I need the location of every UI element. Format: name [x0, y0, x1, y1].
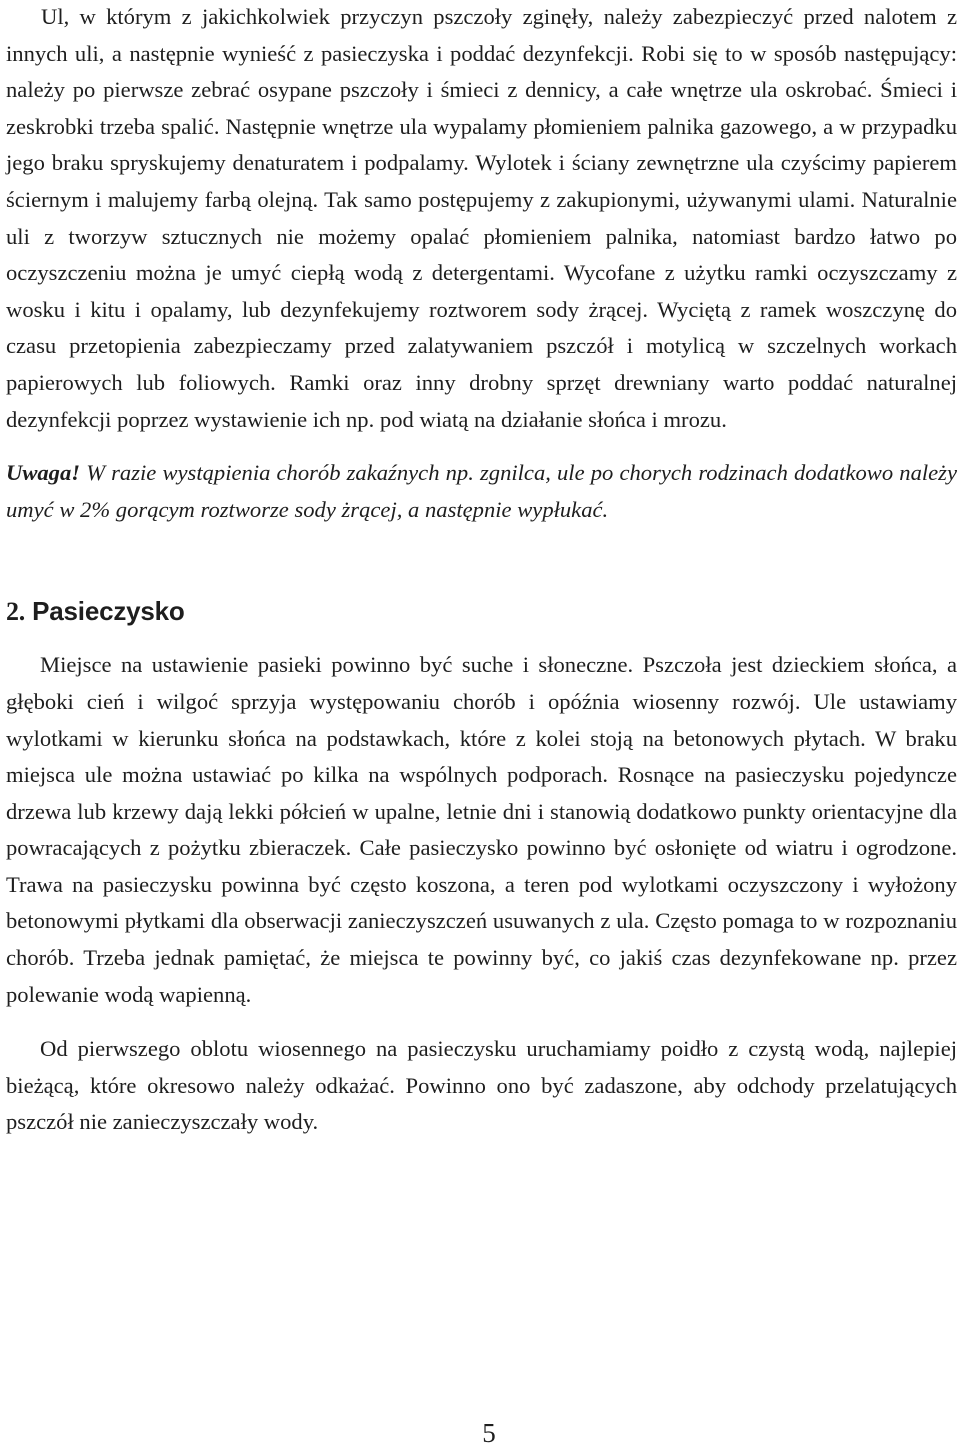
- section-title: Pasieczysko: [32, 596, 185, 627]
- paragraph-water-source: Od pierwszego oblotu wiosennego na pasieczysku uruchamiamy poidło z czystą wodą, najlepiej bieżącą, które okresowo należy odkażać. Powinno ono być zadaszone, aby odchody przelatujących pszczół nie zanieczyszczały wody.: [6, 1036, 957, 1135]
- page-number: 5: [482, 1418, 496, 1448]
- paragraph-hive-disinfection: Ul, w którym z jakichkolwiek przyczyn pszczoły zginęły, należy zabezpieczyć przed nalotem z innych uli, a następnie wynieść z pasieczyska i poddać dezynfekcji. Robi się to w sposób następujący: należy po pierwsze zebrać osypane pszczoły i śmieci z dennicy, a całe wnętrze ula oskrobać. Śmieci i zeskrobki trzeba spalić. Następnie wnętrze ula wypalamy płomieniem palnika gazowego, a w przypadku jego braku spryskujemy denaturatem i podpalamy. Wylotek i ściany zewnętrzne ula czyścimy papierem ściernym i malujemy farbą olejną. Tak samo postępujemy z zakupionymi, używanymi ulami. Naturalnie uli z tworzyw sztucznych nie możemy opalać płomieniem palnika, natomiast bardzo łatwo po oczyszczeniu można je umyć ciepłą wodą z detergentami. Wycofane z użytku ramki oczyszczamy z wosku i kitu i opalamy, lub dezynfekujemy roztworem sody żrącej. Wyciętą z ramek woszczynę do czasu przetopienia zabezpieczamy przed zalatywaniem pszczół i motylicą w szczelnych workach papierowych lub foliowych. Ramki oraz inny drobny sprzęt drewniany warto poddać naturalnej dezynfekcji poprzez wystawienie ich np. pod wiatą na działanie słońca i mrozu.: [6, 4, 957, 432]
- paragraph-apiary-location: Miejsce na ustawienie pasieki powinno być suche i słoneczne. Pszczoła jest dzieckiem słońca, a głęboki cień i wilgoć sprzyja występowaniu chorób i opóźnia wiosenny rozwój. Ule ustawiamy wylotkami w kierunku słońca na podstawkach, które z kolei stoją na betonowych płytach. W braku miejsca ule można ustawiać po kilka na wspólnych podporach. Rosnące na pasieczysku pojedyncze drzewa lub krzewy dają lekki półcień w upalne, letnie dni i stanowią dodatkowo punkty orientacyjne dla powracających z pożytku zbieraczek. Całe pasieczysko powinno być osłonięte od wiatru i ogrodzone. Trawa na pasieczysku powinna być często koszona, a teren pod wylotkami oczyszczony i wyłożony betonowymi płytkami dla obserwacji zanieczyszczeń usuwanych z ula. Często pomaga to w rozpoznaniu chorób. Trzeba jednak pamiętać, że miejsca te powinny być, co jakiś czas dezynfekowane np. przez polewanie wodą wapienną.: [6, 652, 957, 1007]
- document-page: [6, 0, 957, 1141]
- section-number: 2.: [6, 597, 26, 627]
- warning-note-text: W razie wystąpienia chorób zakaźnych np. zgnilca, ule po chorych rodzinach dodatkowo należy umyć w 2% gorącym roztworze sody żrącej, a następnie wypłukać.: [6, 460, 957, 522]
- warning-note: [6, 455, 957, 528]
- warning-note-label: Uwaga!: [6, 460, 81, 486]
- section-heading: [6, 593, 957, 630]
